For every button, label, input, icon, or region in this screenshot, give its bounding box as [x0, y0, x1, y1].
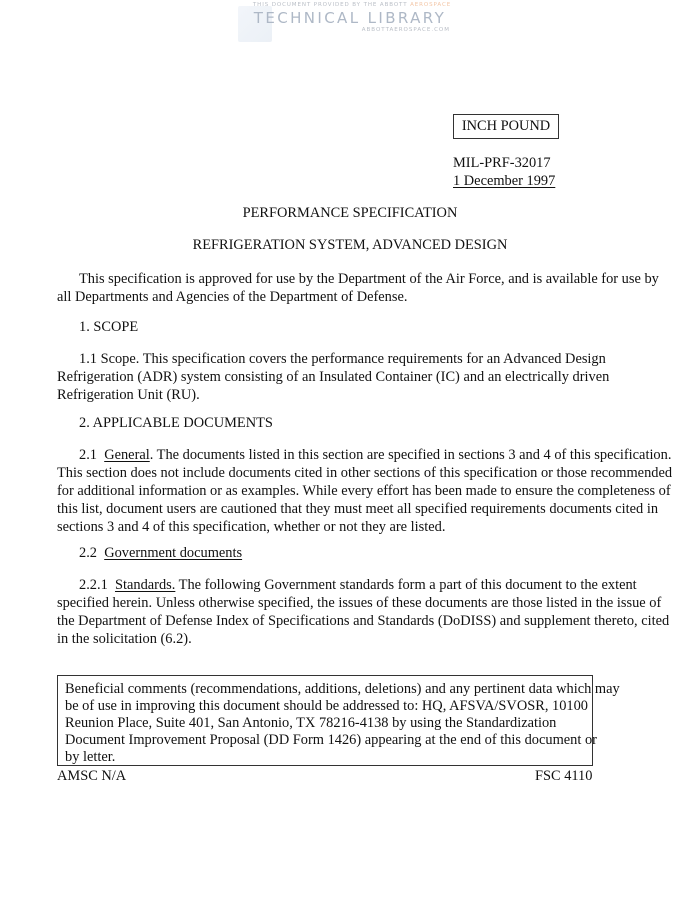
inch-pound-label: INCH POUND	[461, 118, 551, 134]
watermark-title: TECHNICAL LIBRARY	[253, 9, 447, 27]
technical-library-watermark	[232, 0, 468, 44]
section-number: 1.1 Scope.	[79, 351, 140, 367]
section-number: 2.2	[79, 545, 97, 561]
section-title: General	[104, 447, 150, 463]
document-number: MIL-PRF-32017	[453, 155, 551, 171]
section-title: Standards.	[114, 577, 176, 593]
beneficial-comments-box: Beneficial comments (recommendations, additions, deletions) and any pertinent data which may be of use in improving this document should be addressed to: HQ, AFSVA/SVOSR, 10100 Reunion Place, Suite 401, San Antonio, TX 78216-4138 by using the Standardization Document Improvement Proposal (DD Form 1426) appearing at the end of this document or by letter.	[57, 675, 593, 766]
section-number: 2.2.1	[79, 577, 108, 593]
spec-type-heading: PERFORMANCE SPECIFICATION	[242, 205, 458, 221]
watermark-url: ABBOTTAEROSPACE.COM	[361, 27, 450, 33]
section-1-heading: 1. SCOPE	[79, 319, 139, 335]
section-2-1-paragraph: 2.1 General. The documents listed in this section are specified in sections 3 and 4 of this specification. This section does not include documents cited in other sections of this specification or those recommended for additional information or as examples. While every effort has been made to ensure the completeness of this list, document users are cautioned that they must meet all specified requirements documents cited in sections 3 and 4 of this specification, whether or not they are listed.	[57, 447, 673, 536]
section-2-heading: 2. APPLICABLE DOCUMENTS	[79, 415, 273, 431]
watermark-provided-by: THIS DOCUMENT PROVIDED BY THE ABBOTT AEROSPACE	[252, 2, 452, 8]
section-2-2-1-paragraph: 2.2.1 Standards. The following Government standards form a part of this document to the extent specified herein. Unless otherwise specified, the issues of these documents are those listed in the issue of the Department of Defense Index of Specifications and Standards (DoDISS) and supplement thereto, cited in the solicitation (6.2).	[57, 577, 670, 648]
spec-title-heading: REFRIGERATION SYSTEM, ADVANCED DESIGN	[192, 237, 508, 253]
section-1-1-paragraph: 1.1 Scope. This specification covers the performance requirements for an Advanced Design Refrigeration (ADR) system consisting of an Insulated Container (IC) and an electrically driven Refrigeration Unit (RU).	[57, 351, 610, 404]
amsc-code: AMSC N/A	[57, 768, 127, 784]
section-2-2-heading	[79, 544, 242, 562]
section-number: 2.1	[79, 447, 97, 463]
section-title: Government documents	[104, 545, 243, 561]
approval-paragraph: This specification is approved for use by the Department of the Air Force, and is available for use by all Departments and Agencies of the Department of Defense.	[57, 271, 659, 306]
inch-pound-box	[453, 114, 559, 139]
fsc-code: FSC 4110	[535, 768, 593, 784]
document-date: 1 December 1997	[453, 173, 556, 189]
